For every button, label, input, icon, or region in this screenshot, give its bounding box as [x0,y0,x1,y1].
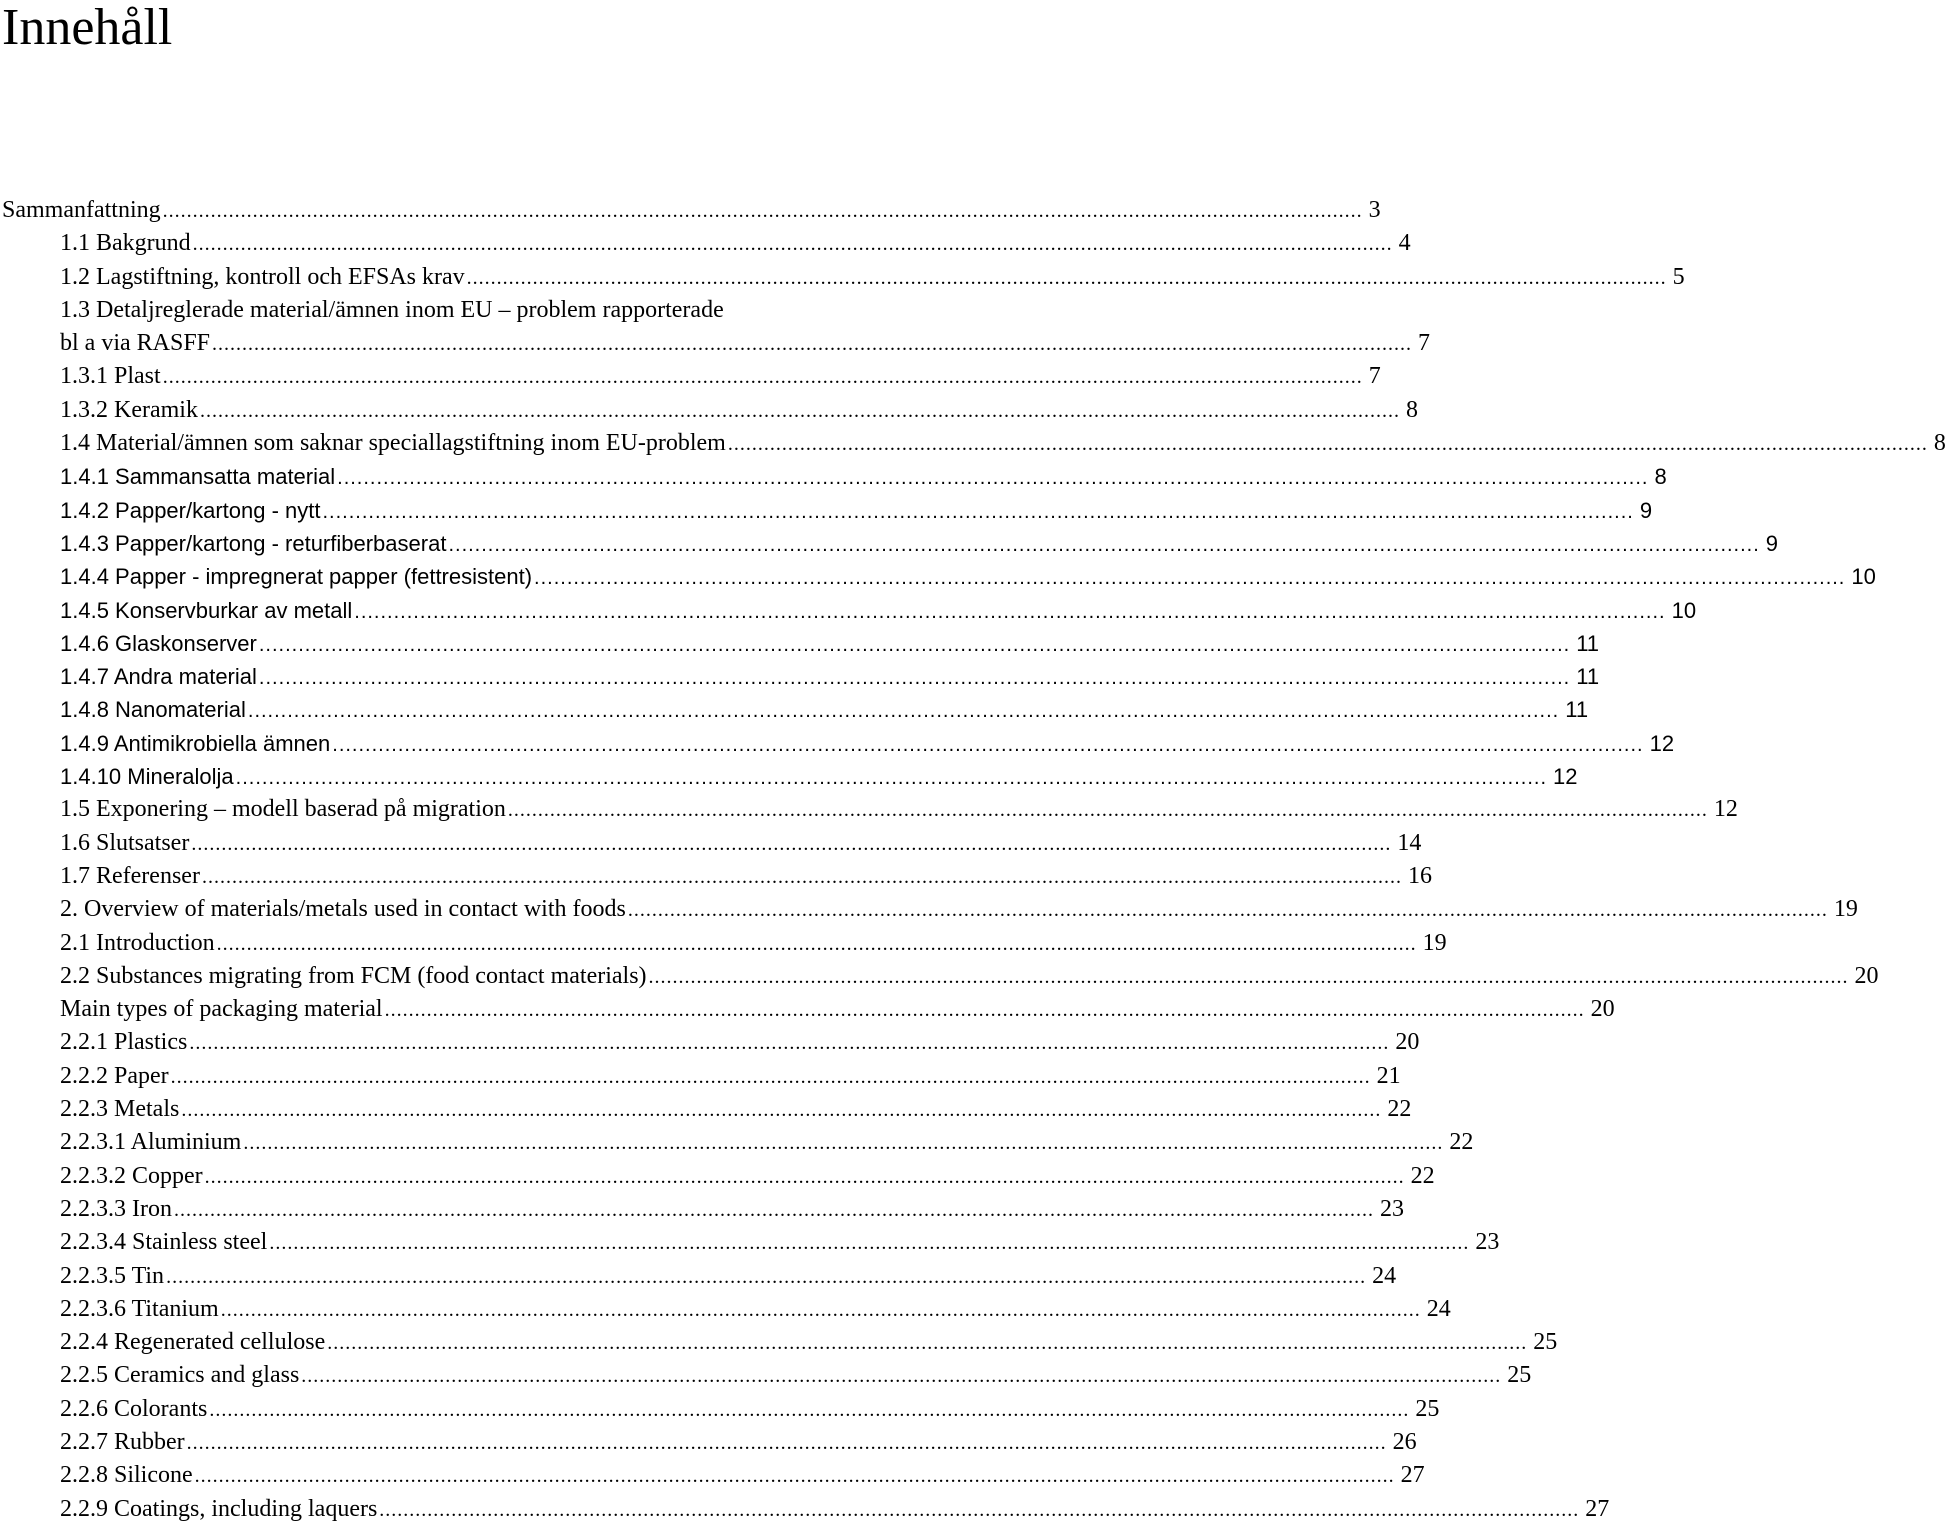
toc-entry-label: 1.4.7 Andra material [60,664,257,690]
toc-entry[interactable] [0,594,1697,627]
toc-page-number: 22 [1449,1129,1474,1156]
toc-entry[interactable] [0,993,1615,1026]
toc-entry-label: 1.3 Detaljreglerade material/ämnen inom EU – problem rapporterade [60,296,724,323]
toc-dot-leader: ........................................................................................................................................................................................................ [448,533,1760,556]
toc-entry-label: 2.1 Introduction [60,929,215,956]
toc-entry-label: 2.2.4 Regenerated cellulose [60,1329,326,1356]
toc-entry[interactable] [0,893,1858,926]
toc-entry[interactable] [0,1026,1420,1059]
toc-entry[interactable] [0,827,1422,860]
toc-page-number: 10 [1671,597,1697,623]
toc-page-number: 21 [1376,1062,1401,1089]
toc-entry[interactable] [0,227,1411,260]
toc-entry[interactable] [0,1160,1435,1193]
toc-dot-leader: ........................................................................................................................................................................................................ [201,865,1402,888]
toc-page-number: 20 [1854,962,1879,989]
toc-page-number: 22 [1410,1162,1435,1189]
toc-dot-leader: ........................................................................................................................................................................................................ [189,1032,1390,1055]
toc-entry-label: 1.1 Bakgrund [60,230,191,257]
toc-page-number: 10 [1851,564,1876,590]
toc-entry[interactable] [0,1226,1500,1259]
toc-entry[interactable] [0,460,1667,493]
toc-entry-label: 1.5 Exponering – modell baserad på migration [60,796,506,823]
toc-entry-label: 1.4.1 Sammansatta material [60,464,336,490]
toc-page-number: 14 [1397,829,1422,856]
toc-entry[interactable] [0,860,1432,893]
toc-entry[interactable] [0,261,1685,294]
toc-entry-label: 2.2.3 Metals [60,1096,180,1123]
toc-entry[interactable] [0,1293,1451,1326]
toc-entry-label: 2.2.7 Rubber [60,1428,185,1455]
table-of-contents [0,194,1946,1526]
toc-entry-label: 1.4.2 Papper/kartong - nytt [60,497,321,523]
toc-page-number: 20 [1590,996,1615,1023]
toc-entry[interactable] [0,327,1431,360]
toc-dot-leader: ........................................................................................................................................................................................................ [466,266,1667,289]
toc-entry[interactable] [0,1126,1474,1159]
toc-dot-leader: ........................................................................................................................................................................................................ [162,200,1363,222]
toc-entry[interactable] [0,693,1589,726]
toc-entry[interactable] [0,960,1879,993]
toc-entry-label: 1.6 Slutsatser [60,829,190,856]
toc-dot-leader: ........................................................................................................................................................................................................ [301,1365,1502,1388]
toc-dot-leader: ........................................................................................................................................................................................................ [194,1465,1395,1488]
toc-dot-leader: ........................................................................................................................................................................................................ [162,366,1363,389]
toc-page-number: 25 [1415,1395,1440,1422]
toc-entry[interactable] [0,1493,1610,1526]
toc-dot-leader: ........................................................................................................................................................................................................ [327,1332,1528,1355]
toc-page-number: 9 [1639,497,1653,523]
toc-dot-leader: ........................................................................................................................................................................................................ [337,467,1649,490]
toc-dot-leader: ........................................................................................................................................................................................................ [269,1232,1470,1255]
toc-entry-label: 1.3.2 Keramik [60,396,198,423]
toc-dot-leader: ........................................................................................................................................................................................................ [507,799,1708,822]
toc-page-number: 5 [1672,263,1685,290]
toc-page-number: 11 [1565,697,1589,723]
toc-entry[interactable] [0,427,1946,460]
toc-entry-label: 1.4.10 Mineralolja [60,764,234,790]
toc-page-number: 3 [1368,197,1381,223]
toc-dot-leader: ........................................................................................................................................................................................................ [235,767,1547,790]
toc-page-number: 23 [1379,1195,1404,1222]
toc-entry[interactable] [0,560,1876,593]
page-title: Innehåll [2,0,173,56]
toc-entry[interactable] [0,1060,1401,1093]
toc-page-number: 8 [1933,430,1946,457]
toc-entry[interactable] [0,1260,1397,1293]
toc-entry[interactable] [0,727,1675,760]
toc-dot-leader: ........................................................................................................................................................................................................ [627,899,1828,922]
toc-dot-leader: ........................................................................................................................................................................................................ [243,1132,1444,1155]
toc-page-number: 4 [1398,230,1411,257]
toc-entry-label: 2. Overview of materials/metals used in contact with foods [60,896,626,923]
toc-page-number: 8 [1405,396,1418,423]
toc-dot-leader: ........................................................................................................................................................................................................ [379,1498,1580,1521]
toc-entry[interactable] [0,360,1381,393]
toc-entry-label: Sammanfattning [2,197,161,223]
toc-page-number: 12 [1649,730,1675,756]
toc-dot-leader: ........................................................................................................................................................................................................ [220,1298,1421,1321]
toc-entry[interactable] [0,1093,1412,1126]
toc-page-number: 24 [1426,1295,1451,1322]
toc-entry-label: 1.4.8 Nanomaterial [60,697,246,723]
toc-entry[interactable] [0,194,1381,227]
toc-entry[interactable] [0,294,960,327]
toc-entry-label: 2.2 Substances migrating from FCM (food contact materials) [60,962,647,989]
toc-dot-leader: ........................................................................................................................................................................................................ [170,1065,1371,1088]
toc-entry[interactable] [0,1426,1417,1459]
toc-entry[interactable] [0,793,1738,826]
toc-entry[interactable] [0,1326,1558,1359]
toc-dot-leader: ........................................................................................................................................................................................................ [354,600,1666,623]
toc-entry[interactable] [0,1359,1532,1392]
toc-entry[interactable] [0,927,1447,960]
toc-dot-leader: ........................................................................................................................................................................................................ [204,1165,1405,1188]
toc-dot-leader: ........................................................................................................................................................................................................ [258,667,1571,690]
toc-page-number: 22 [1387,1096,1412,1123]
toc-entry-label: 2.2.2 Paper [60,1062,169,1089]
toc-page-number: 11 [1576,630,1600,656]
toc-page-number: 11 [1576,664,1600,690]
toc-dot-leader: ........................................................................................................................................................................................................ [534,567,1846,590]
toc-page-number: 8 [1654,464,1667,490]
toc-entry-label: 2.2.3.1 Aluminium [60,1129,242,1156]
toc-entry-label: 1.7 Referenser [60,862,200,889]
toc-entry-label: 2.2.3.3 Iron [60,1195,172,1222]
toc-entry-label: 2.2.3.6 Titanium [60,1295,219,1322]
toc-page-number: 19 [1833,896,1858,923]
toc-dot-leader: ........................................................................................................................................................................................................ [258,633,1571,656]
toc-dot-leader: ........................................................................................................................................................................................................ [191,832,1392,855]
toc-page-number: 16 [1407,862,1432,889]
toc-entry-label: 2.2.9 Coatings, including laquers [60,1495,378,1522]
toc-dot-leader: ........................................................................................................................................................................................................ [181,1099,1382,1122]
toc-page-number: 25 [1533,1329,1558,1356]
toc-entry-label: bl a via RASFF [60,330,211,357]
toc-dot-leader: ........................................................................................................................................................................................................ [384,999,1585,1022]
toc-entry-label: 2.2.1 Plastics [60,1029,188,1056]
toc-page-number: 26 [1392,1428,1417,1455]
toc-page-number: 20 [1395,1029,1420,1056]
toc-entry-label: 1.4.9 Antimikrobiella ämnen [60,730,331,756]
toc-page-number: 25 [1507,1362,1532,1389]
toc-page-number: 12 [1713,796,1738,823]
toc-entry-label: 2.2.3.2 Copper [60,1162,203,1189]
toc-dot-leader: ........................................................................................................................................................................................................ [209,1398,1410,1421]
toc-page-number: 9 [1765,530,1779,556]
toc-entry[interactable] [0,627,1600,660]
toc-dot-leader: ........................................................................................................................................................................................................ [332,733,1644,756]
toc-entry[interactable] [0,494,1653,527]
toc-dot-leader: ........................................................................................................................................................................................................ [322,500,1634,523]
toc-page-number: 7 [1368,363,1381,390]
toc-dot-leader: ........................................................................................................................................................................................................ [212,333,1413,356]
toc-entry[interactable] [0,1193,1404,1226]
toc-entry-label: 1.4 Material/ämnen som saknar speciallagstiftning inom EU-problem [60,430,726,457]
toc-dot-leader: ........................................................................................................................................................................................................ [727,433,1928,456]
toc-entry-label: 2.2.3.4 Stainless steel [60,1229,268,1256]
toc-page-number: 12 [1553,764,1578,790]
toc-entry-label: 1.2 Lagstiftning, kontroll och EFSAs krav [60,263,465,290]
toc-dot-leader: ........................................................................................................................................................................................................ [199,399,1400,422]
toc-entry-label: 1.3.1 Plast [60,363,161,390]
toc-dot-leader: ........................................................................................................................................................................................................ [247,700,1560,723]
toc-entry-label: Main types of packaging material [60,996,383,1023]
toc-entry-label: 1.4.6 Glaskonserver [60,630,257,656]
toc-entry[interactable] [0,527,1779,560]
toc-entry-label: 1.4.4 Papper - impregnerat papper (fettresistent) [60,564,533,590]
toc-page-number: 7 [1418,330,1431,357]
toc-entry[interactable] [0,660,1600,693]
toc-entry[interactable] [0,1459,1425,1492]
toc-entry[interactable] [0,760,1578,793]
toc-entry-label: 2.2.8 Silicone [60,1462,193,1489]
toc-page-number: 27 [1400,1462,1425,1489]
toc-page-number: 24 [1372,1262,1397,1289]
toc-entry-label: 1.4.5 Konservburkar av metall [60,597,353,623]
toc-entry[interactable] [0,394,1418,427]
toc-entry-label: 2.2.3.5 Tin [60,1262,165,1289]
toc-dot-leader: ........................................................................................................................................................................................................ [216,932,1417,955]
toc-dot-leader: ........................................................................................................................................................................................................ [166,1265,1367,1288]
toc-entry-label: 2.2.6 Colorants [60,1395,208,1422]
toc-page-number: 27 [1585,1495,1610,1522]
toc-dot-leader: ........................................................................................................................................................................................................ [648,965,1849,988]
toc-dot-leader: ........................................................................................................................................................................................................ [192,233,1393,256]
toc-entry-label: 2.2.5 Ceramics and glass [60,1362,300,1389]
toc-entry[interactable] [0,1393,1440,1426]
toc-page-number: 23 [1475,1229,1500,1256]
toc-entry-label: 1.4.3 Papper/kartong - returfiberbaserat [60,530,447,556]
toc-page-number: 19 [1422,929,1447,956]
toc-dot-leader: ........................................................................................................................................................................................................ [186,1431,1387,1454]
toc-dot-leader: ........................................................................................................................................................................................................ [173,1198,1374,1221]
